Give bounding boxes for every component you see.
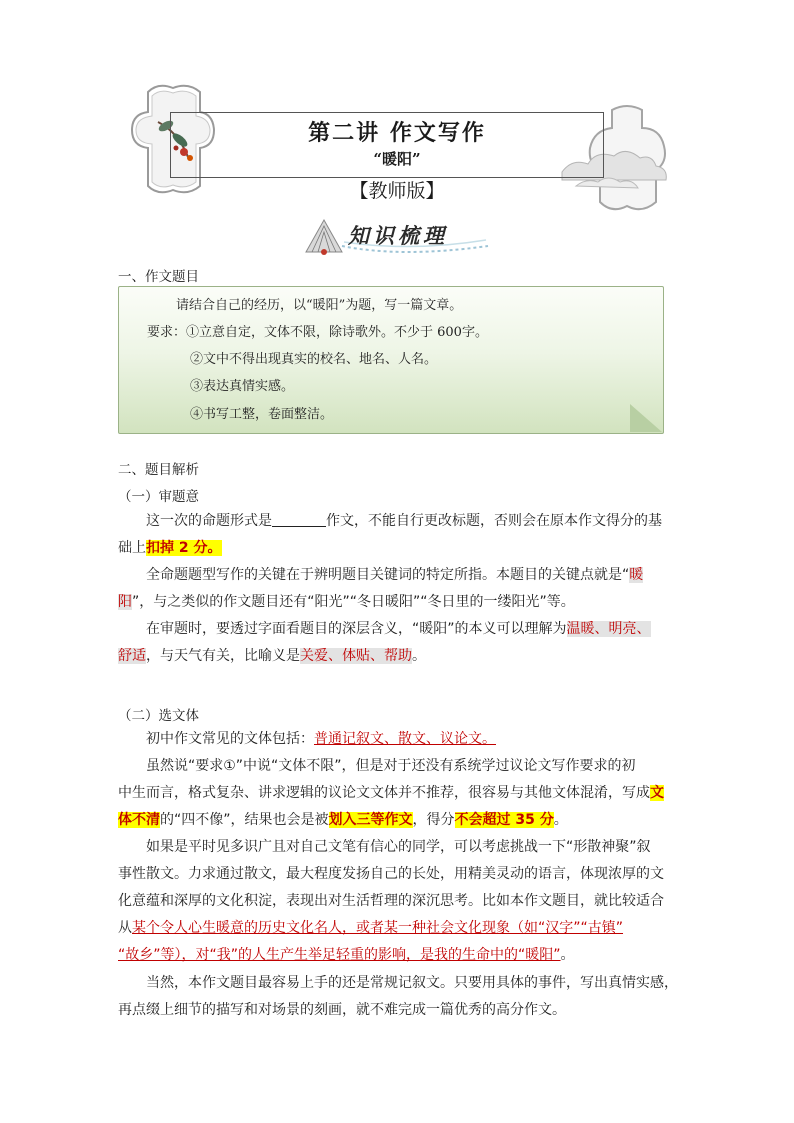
section-banner: 知识梳理 <box>348 223 448 248</box>
p2-text-a: 全命题题型写作的关键在于辨明题目关键词的特定所指。本题目的关键点就是“ <box>146 567 630 583</box>
task-req-1: 要求：①立意自定，文体不限，除诗歌外。不少于 600字。 <box>147 325 488 340</box>
p6-text-a: 如果是平时见多识广且对自己文笔有信心的同学，可以考虑挑战一下“形散神聚”叙 <box>146 839 651 855</box>
p1-text-b: 作文，不能自行更改标题，否则会在原本作文得分的基 <box>326 513 662 529</box>
paragraph-2 <box>118 562 678 616</box>
p3-literal-meaning-cont: 舒适 <box>118 648 146 664</box>
p7-text-b: 再点缀上细节的描写和对场景的刻画，就不难完成一篇优秀的高分作文。 <box>118 1002 566 1018</box>
p6-example-b: “故乡”等），对“我”的人生产生举足轻重的影响，是我的生命中的“暖阳” <box>118 947 561 963</box>
paragraph-4 <box>118 726 678 753</box>
p5-highlight-d: 不会超过 35 分 <box>454 812 554 828</box>
p6-text-b: 事性散文。力求通过散文，最大程度发扬自己的长处，用精美灵动的语言，体现浓厚的文 <box>118 866 664 882</box>
page-subtitle: “暖阳” <box>373 150 421 168</box>
paragraph-5 <box>118 753 678 834</box>
p6-text-e: 。 <box>560 947 575 963</box>
p3-text-c: 。 <box>412 648 426 664</box>
edition-label: 【教师版】 <box>349 180 445 202</box>
p1-highlight: 扣掉 2 分。 <box>146 540 222 556</box>
p7-text-a: 当然，本作文题目最容易上手的还是常规记叙文。只要用具体的事件，写出真情实感， <box>146 975 678 991</box>
fill-blank <box>272 512 326 527</box>
paragraph-3 <box>118 616 678 670</box>
task-req-2: ②文中不得出现真实的校名、地名、人名。 <box>190 352 438 367</box>
p2-text-b: ”，与之类似的作文题目还有“阳光”“冬日暖阳”“冬日里的一缕阳光”等。 <box>132 594 575 610</box>
task-req-4: ④书写工整，卷面整洁。 <box>190 407 334 422</box>
p5-text-c: 的“四不像”，结果也会是被 <box>160 812 329 828</box>
section-heading-1: 一、作文题目 <box>118 269 199 285</box>
p5-text-a: 虽然说“要求①”中说“文体不限”，但是对于还没有系统学过议论文写作要求的初 <box>146 758 636 774</box>
p1-text-a: 这一次的命题形式是 <box>146 513 272 529</box>
p3-literal-meaning: 温暖、明亮、 <box>566 621 651 637</box>
p5-highlight-b: 体不清 <box>118 812 160 828</box>
p3-text-b: ，与天气有关，比喻义是 <box>146 648 300 664</box>
p5-highlight-a: 文 <box>650 785 664 801</box>
paragraph-6 <box>118 834 678 969</box>
p5-text-e: 。 <box>553 812 568 828</box>
p4-text-a: 初中作文常见的文体包括： <box>146 731 314 747</box>
p2-keyword-a: 暖 <box>629 567 644 583</box>
p1-text-c: 础上 <box>118 540 146 556</box>
p5-text-b: 中生而言，格式复杂、讲求逻辑的议论文文体并不推荐，很容易与其他文体混淆，写成 <box>118 785 650 801</box>
page-title: 第二讲 作文写作 <box>308 120 486 146</box>
task-req-3: ③表达真情实感。 <box>190 379 295 394</box>
paragraph-7 <box>118 970 678 1024</box>
task-box-fold <box>630 404 662 432</box>
p6-example-a: 某个令人心生暖意的历史文化名人，或者某一种社会文化现象（如“汉字”“古镇” <box>132 920 624 936</box>
subheading-shentiyi: （一）审题意 <box>118 489 199 505</box>
p4-genres: 普通记叙文、散文、议论文。 <box>314 731 496 747</box>
p6-text-d: 从 <box>118 920 132 936</box>
p2-keyword-b: 阳 <box>118 594 132 610</box>
task-prompt: 请结合自己的经历，以“暖阳”为题，写一篇文章。 <box>176 298 463 313</box>
paragraph-1 <box>118 508 678 562</box>
section-heading-2: 二、题目解析 <box>118 462 199 478</box>
subheading-xuanwenti: （二）选文体 <box>118 708 199 724</box>
p3-figurative-meaning: 关爱、体贴、帮助 <box>300 648 412 664</box>
p5-text-d: ，得分 <box>412 812 455 828</box>
p3-text-a: 在审题时，要透过字面看题目的深层含义，“暖阳”的本义可以理解为 <box>146 621 567 637</box>
p5-highlight-c: 划入三等作文 <box>328 812 413 828</box>
p6-text-c: 化意蕴和深厚的文化积淀，表现出对生活哲理的深沉思考。比如本作文题目，就比较适合 <box>118 893 664 909</box>
